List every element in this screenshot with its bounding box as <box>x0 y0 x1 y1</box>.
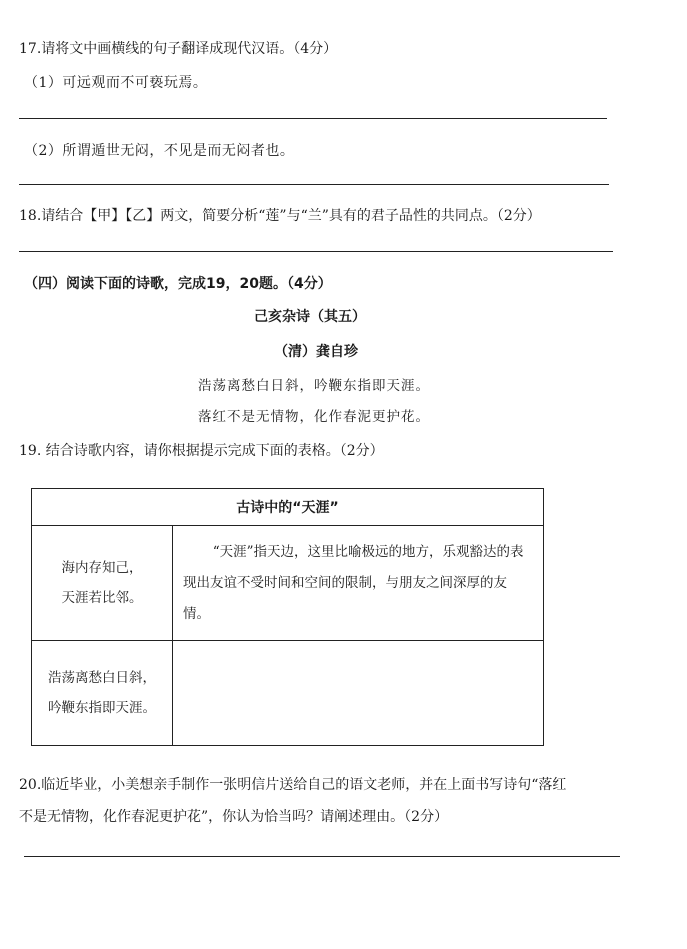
answer-line-20[interactable] <box>24 856 620 857</box>
section-4-heading: （四）阅读下面的诗歌，完成19，20题。（4分） <box>24 276 332 292</box>
row-2-left-line-1: 浩荡离愁白日斜， <box>48 670 156 687</box>
answer-line-18[interactable] <box>19 251 613 252</box>
table-header: 古诗中的“天涯” <box>32 489 544 526</box>
table-row-2-left <box>32 641 173 746</box>
poem-line-2: 落红不是无情物，化作春泥更护花。 <box>198 409 430 425</box>
q20-line-2: 不是无情物，化作春泥更护花”，你认为恰当吗？请阐述理由。（2分） <box>19 809 449 825</box>
q18-title: 18.请结合【甲】【乙】两文，简要分析“莲”与“兰”具有的君子品性的共同点。（2分） <box>19 208 541 224</box>
table-row-1-right <box>173 526 544 641</box>
row-1-left-line-2: 天涯若比邻。 <box>61 590 143 607</box>
poem-author: （清）龚自珍 <box>274 344 358 360</box>
row-1-left-line-1: 海内存知己， <box>61 560 143 577</box>
tianya-table <box>31 488 544 746</box>
row-2-left-line-2: 吟鞭东指即天涯。 <box>48 700 156 717</box>
answer-line-17-2[interactable] <box>19 184 609 185</box>
q17-item-1: （1）可远观而不可亵玩焉。 <box>24 75 208 91</box>
q20-line-1: 20.临近毕业，小美想亲手制作一张明信片送给自己的语文老师，并在上面书写诗句“落红 <box>19 777 567 793</box>
table-row-1-left <box>32 526 173 641</box>
table-row-2-answer-cell[interactable] <box>173 641 544 746</box>
q19-title: 19. 结合诗歌内容，请你根据提示完成下面的表格。（2分） <box>19 443 384 459</box>
poem-title: 己亥杂诗（其五） <box>254 309 366 325</box>
poem-line-1: 浩荡离愁白日斜，吟鞭东指即天涯。 <box>198 378 430 394</box>
row-1-explanation: “天涯”指天边，这里比喻极远的地方，乐观豁达的表现出友谊不受时间和空间的限制，与朋友之间深厚的友情。 <box>183 543 524 622</box>
answer-line-17-1[interactable] <box>19 118 607 119</box>
q17-title: 17.请将文中画横线的句子翻译成现代汉语。（4分） <box>19 41 338 57</box>
q17-item-2: （2）所谓遁世无闷，不见是而无闷者也。 <box>24 143 295 159</box>
